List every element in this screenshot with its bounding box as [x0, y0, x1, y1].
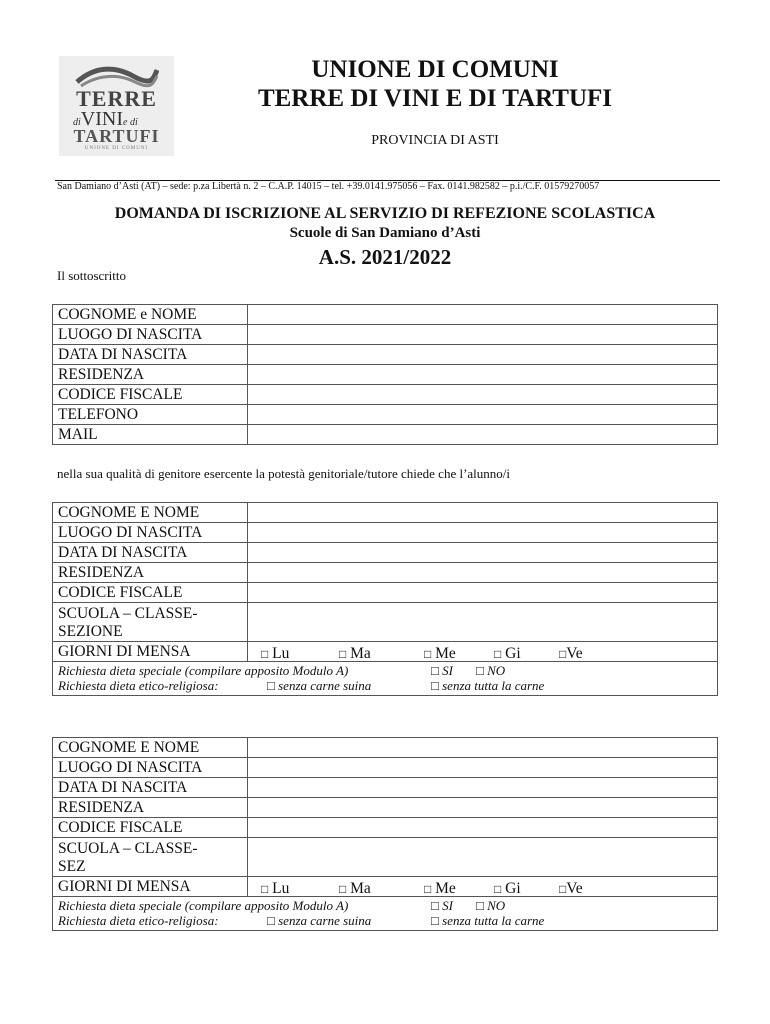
field-input[interactable]	[248, 838, 718, 877]
table-row	[53, 642, 718, 662]
logo-swoosh-icon	[75, 62, 159, 88]
day-ve-checkbox[interactable]: □Ve	[559, 645, 583, 662]
document-subtitle: Scuole di San Damiano d’Asti	[289, 225, 481, 241]
field-input[interactable]	[248, 563, 718, 583]
logo-text-unione: UNIONE DI COMUNI	[84, 146, 149, 151]
field-input[interactable]	[248, 818, 718, 838]
field-input[interactable]	[248, 325, 718, 345]
logo-text-terre: TERRE	[76, 86, 157, 111]
sottoscritto-label: Il sottoscritto	[57, 268, 126, 283]
table-row	[53, 305, 718, 325]
field-label: TELEFONO	[53, 405, 248, 425]
days-row	[248, 877, 718, 897]
day-me-checkbox[interactable]: □ Me	[424, 880, 456, 897]
table-row	[53, 758, 718, 778]
student-table-2	[52, 737, 718, 931]
field-label: CODICE FISCALE	[53, 385, 248, 405]
diet-si-checkbox[interactable]: □ SI	[431, 898, 453, 913]
day-ma-checkbox[interactable]: □ Ma	[339, 645, 371, 662]
field-label: RESIDENZA	[53, 798, 248, 818]
table-row	[53, 798, 718, 818]
field-label: SCUOLA – CLASSE- SEZ	[53, 838, 248, 877]
day-lu-checkbox[interactable]: □ Lu	[261, 880, 290, 897]
table-row	[53, 325, 718, 345]
field-label: COGNOME E NOME	[53, 738, 248, 758]
field-label: CODICE FISCALE	[53, 818, 248, 838]
diet-no-checkbox[interactable]: □ NO	[476, 663, 506, 678]
field-label: CODICE FISCALE	[53, 583, 248, 603]
table-row	[53, 897, 718, 931]
diet-si-checkbox[interactable]: □ SI	[431, 663, 453, 678]
diet-no-checkbox[interactable]: □ NO	[476, 898, 506, 913]
field-input[interactable]	[248, 778, 718, 798]
senza-suina-checkbox[interactable]: □ senza carne suina	[267, 678, 372, 693]
table-row	[53, 543, 718, 563]
document-title: DOMANDA DI ISCRIZIONE AL SERVIZIO DI REFEZIONE SCOLASTICA	[114, 205, 656, 222]
table-row	[53, 365, 718, 385]
field-input[interactable]	[248, 305, 718, 325]
senza-suina-checkbox[interactable]: □ senza carne suina	[267, 913, 372, 928]
field-label: GIORNI DI MENSA	[53, 642, 248, 662]
field-label: LUOGO DI NASCITA	[53, 523, 248, 543]
day-gi-checkbox[interactable]: □ Gi	[494, 880, 521, 897]
field-input[interactable]	[248, 365, 718, 385]
diet-options	[53, 897, 718, 931]
day-me-checkbox[interactable]: □ Me	[424, 645, 456, 662]
field-input[interactable]	[248, 503, 718, 523]
field-label: COGNOME e NOME	[53, 305, 248, 325]
field-input[interactable]	[248, 385, 718, 405]
school-year: A.S. 2021/2022	[318, 245, 452, 269]
field-input[interactable]	[248, 523, 718, 543]
field-label: LUOGO DI NASCITA	[53, 325, 248, 345]
field-label: LUOGO DI NASCITA	[53, 758, 248, 778]
field-label: SCUOLA – CLASSE- SEZIONE	[53, 603, 248, 642]
table-row	[53, 603, 718, 642]
field-label: GIORNI DI MENSA	[53, 877, 248, 897]
table-row	[53, 838, 718, 877]
table-row	[53, 778, 718, 798]
header-title-1: UNIONE DI COMUNI	[311, 56, 559, 83]
field-label: DATA DI NASCITA	[53, 543, 248, 563]
qualita-statement: nella sua qualità di genitore esercente la potestà genitoriale/tutore chiede che l’alunno/i	[57, 466, 511, 481]
table-row	[53, 345, 718, 365]
header-title-2: TERRE DI VINI E DI TARTUFI	[257, 85, 613, 112]
days-row	[248, 642, 718, 662]
field-input[interactable]	[248, 583, 718, 603]
field-input[interactable]	[248, 345, 718, 365]
table-row	[53, 503, 718, 523]
table-row	[53, 877, 718, 897]
field-input[interactable]	[248, 798, 718, 818]
senza-tutta-checkbox[interactable]: □ senza tutta la carne	[431, 913, 545, 928]
field-label: RESIDENZA	[53, 563, 248, 583]
student-table-1	[52, 502, 718, 696]
table-row	[53, 818, 718, 838]
senza-tutta-checkbox[interactable]: □ senza tutta la carne	[431, 678, 545, 693]
day-lu-checkbox[interactable]: □ Lu	[261, 645, 290, 662]
day-ma-checkbox[interactable]: □ Ma	[339, 880, 371, 897]
header-provincia: PROVINCIA DI ASTI	[371, 133, 499, 148]
field-input[interactable]	[248, 603, 718, 642]
field-label: DATA DI NASCITA	[53, 345, 248, 365]
table-row	[53, 385, 718, 405]
diet-special-label: Richiesta dieta speciale (compilare apposito Modulo A)	[58, 898, 349, 913]
field-label: RESIDENZA	[53, 365, 248, 385]
field-label: DATA DI NASCITA	[53, 778, 248, 798]
field-input[interactable]	[248, 758, 718, 778]
table-row	[53, 563, 718, 583]
field-input[interactable]	[248, 425, 718, 445]
logo-text-tartufi: TARTUFI	[73, 126, 160, 146]
table-row	[53, 583, 718, 603]
field-label: MAIL	[53, 425, 248, 445]
field-label: COGNOME E NOME	[53, 503, 248, 523]
field-input[interactable]	[248, 543, 718, 563]
table-row	[53, 523, 718, 543]
day-gi-checkbox[interactable]: □ Gi	[494, 645, 521, 662]
table-row	[53, 662, 718, 696]
diet-etico-label: Richiesta dieta etico-religiosa:	[58, 913, 219, 928]
parent-table	[52, 304, 718, 445]
table-row	[53, 738, 718, 758]
union-logo	[59, 56, 174, 156]
table-row	[53, 405, 718, 425]
diet-options	[53, 662, 718, 696]
day-ve-checkbox[interactable]: □Ve	[559, 880, 583, 897]
header-address: San Damiano d’Asti (AT) – sede: p.za Libertà n. 2 – C.A.P. 14015 – tel. +39.0141.975056 – Fax. 0141.982582 – p.i./C.F. 01579270057	[57, 181, 600, 192]
field-input[interactable]	[248, 405, 718, 425]
table-row	[53, 425, 718, 445]
diet-special-label: Richiesta dieta speciale (compilare apposito Modulo A)	[58, 663, 349, 678]
field-input[interactable]	[248, 738, 718, 758]
diet-etico-label: Richiesta dieta etico-religiosa:	[58, 678, 219, 693]
logo-text-vini: diVINIe di	[73, 108, 138, 130]
